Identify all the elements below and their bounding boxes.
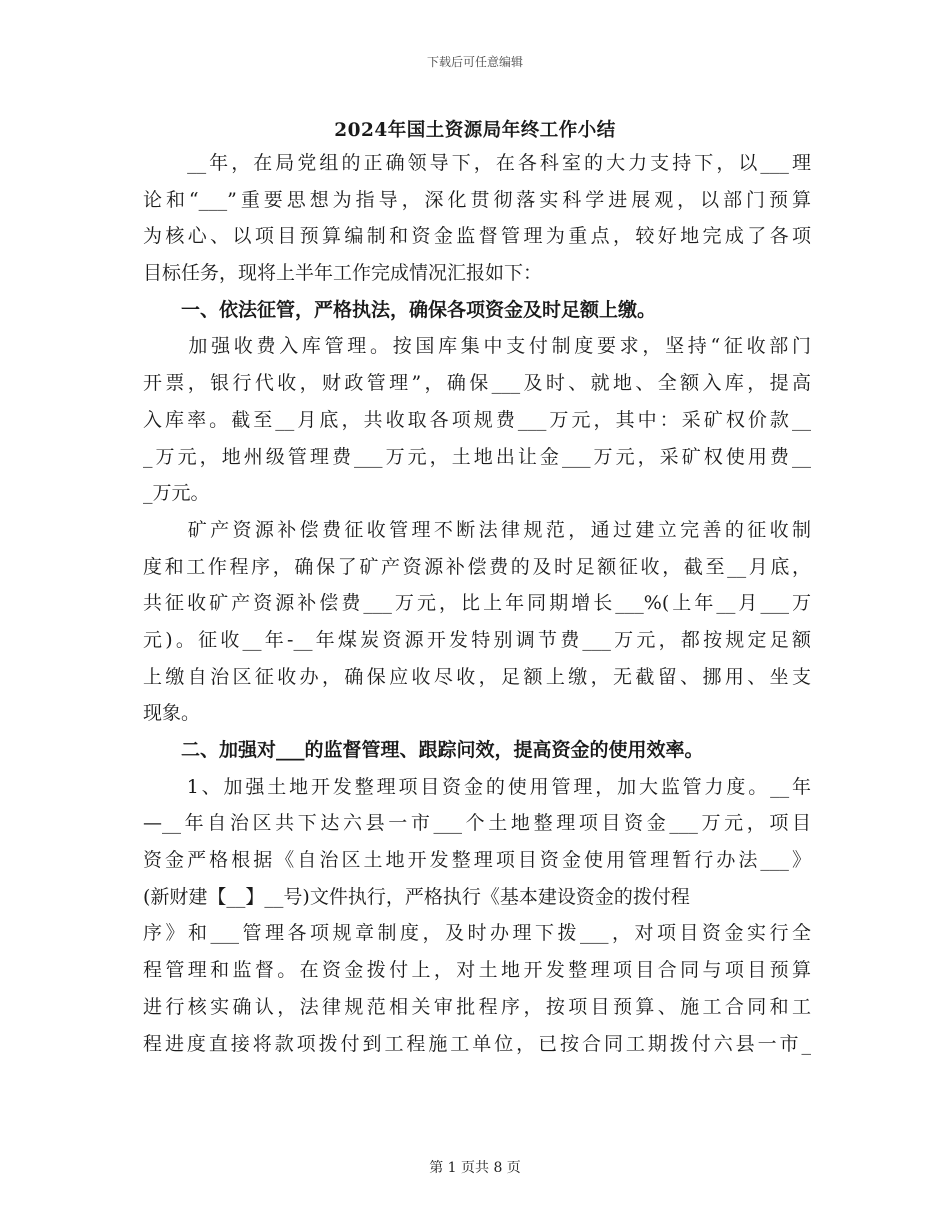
section-heading: 二、加强对___的监督管理、跟踪问效，提高资金的使用效率。 <box>143 739 704 761</box>
paragraph-line: 上缴自治区征收办，确保应收尽收，足额上缴，无截留、挪用、坐支 <box>143 665 811 688</box>
paragraph-line: (新财建【__】__号)文件执行，严格执行《基本建设资金的拨付程 <box>143 885 690 908</box>
paragraph-line: 程进度直接将款项拨付到工程施工单位，已按合同工期拨付六县一市_ <box>143 1032 811 1055</box>
document-body <box>143 145 811 1062</box>
paragraph-line: 度和工作程序，确保了矿产资源补偿费的及时足额征收，截至__月底， <box>143 555 811 578</box>
paragraph-line: 入库率。截至__月底，共收取各项规费___万元，其中：采矿权价款__ <box>143 408 811 431</box>
paragraph-line: _万元，地州级管理费___万元，土地出让金___万元，采矿权使用费__ <box>143 445 811 468</box>
paragraph-line: —__年自治区共下达六县一市___个土地整理项目资金___万元，项目 <box>143 812 811 835</box>
paragraph-line: 资金严格根据《自治区土地开发整理项目资金使用管理暂行办法___》 <box>143 849 811 872</box>
paragraph-line: 开票，银行代收，财政管理”，确保___及时、就地、全额入库，提高 <box>143 372 811 395</box>
paragraph-line: 1、加强土地开发整理项目资金的使用管理，加大监管力度。__年 <box>143 775 811 798</box>
paragraph-line: 共征收矿产资源补偿费___万元，比上年同期增长___%(上年__月___万 <box>143 592 811 615</box>
section-heading: 一、依法征管，严格执法，确保各项资金及时足额上缴。 <box>143 298 657 321</box>
header-note: 下载后可任意编辑 <box>426 55 523 69</box>
paragraph-line: _万元。 <box>143 482 210 505</box>
paragraph-line: 序》和___管理各项规章制度，及时办理下拨___，对项目资金实行全 <box>143 922 811 945</box>
paragraph-line: 加强收费入库管理。按国库集中支付制度要求，坚持“征收部门 <box>143 335 811 358</box>
paragraph-line: 矿产资源补偿费征收管理不断法律规范，通过建立完善的征收制 <box>143 518 811 541</box>
paragraph-line: __年，在局党组的正确领导下，在各科室的大力支持下，以___理 <box>143 152 811 174</box>
paragraph-line: 元)。征收__年-__年煤炭资源开发特别调节费___万元，都按规定足额 <box>143 628 811 651</box>
paragraph-line: 程管理和监督。在资金拨付上，对土地开发整理项目合同与项目预算 <box>143 959 811 982</box>
paragraph-line: 目标任务，现将上半年工作完成情况汇报如下： <box>143 262 543 285</box>
paragraph-line: 进行核实确认，法律规范相关审批程序，按项目预算、施工合同和工 <box>143 995 811 1018</box>
paragraph-line: 现象。 <box>143 702 201 725</box>
page-footer: 第 1 页共 8 页 <box>429 1160 521 1176</box>
paragraph-line: 论和“___”重要思想为指导，深化贯彻落实科学进展观，以部门预算 <box>143 188 811 211</box>
document-title: 2024年国土资源局年终工作小结 <box>334 120 616 141</box>
paragraph-line: 为核心、以项目预算编制和资金监督管理为重点，较好地完成了各项 <box>143 225 811 248</box>
